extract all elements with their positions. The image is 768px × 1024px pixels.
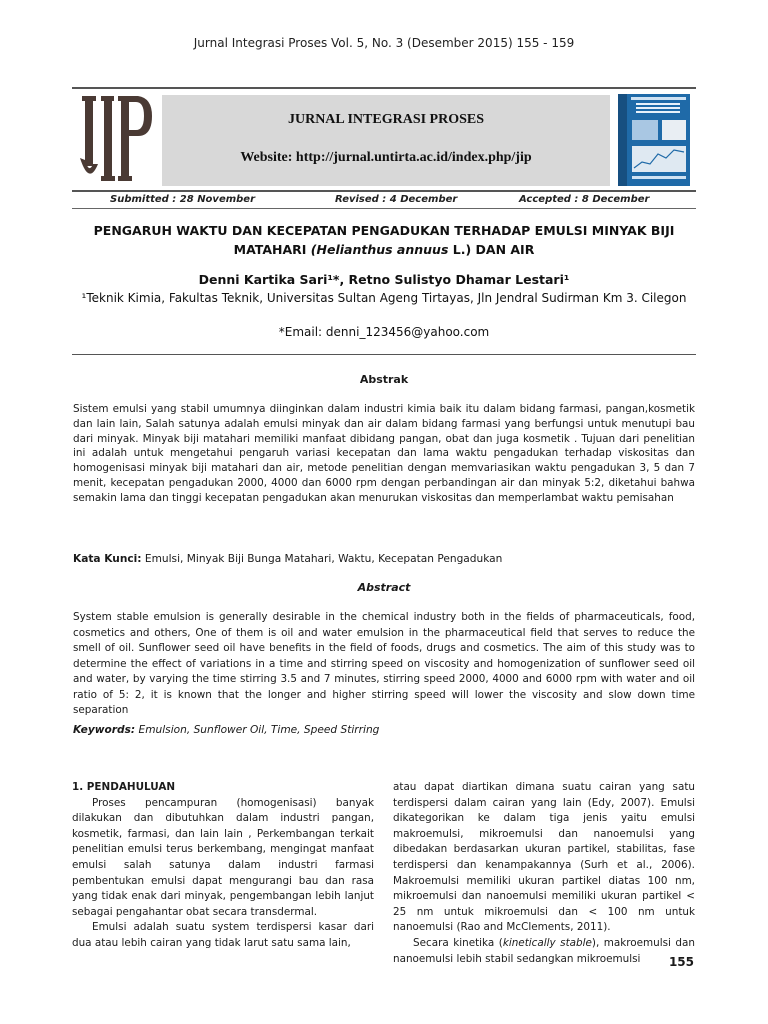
body-column-left xyxy=(72,780,374,952)
author-affiliation: ¹Teknik Kimia, Fakultas Teknik, Universitas Sultan Ageng Tirtayas, Jln Jendral Sudirman Km 3. Cilegon xyxy=(81,291,687,305)
dates-rule-bottom xyxy=(72,208,696,209)
running-head: Jurnal Integrasi Proses Vol. 5, No. 3 (Desember 2015) 155 - 159 xyxy=(193,36,575,50)
keywords-text: Emulsion, Sunflower Oil, Time, Speed Stirring xyxy=(135,724,380,736)
keywords xyxy=(73,724,695,736)
revised-date: Revised : 4 December xyxy=(335,194,458,205)
jip-logo-icon xyxy=(80,94,154,184)
abstract-rule xyxy=(72,354,696,355)
author-list: Denni Kartika Sari¹*, Retno Sulistyo Dhamar Lestari¹ xyxy=(198,272,570,287)
keywords-label: Keywords: xyxy=(73,724,136,736)
abstrak-heading: Abstrak xyxy=(359,373,409,386)
corresponding-email: *Email: denni_123456@yahoo.com xyxy=(278,325,490,339)
body-column-right xyxy=(393,780,695,967)
title-line-1: PENGARUH WAKTU DAN KECEPATAN PENGADUKAN TERHADAP EMULSI MINYAK BIJI xyxy=(93,223,675,238)
journal-website: Website: http://jurnal.untirta.ac.id/index.php/jip xyxy=(240,150,532,165)
accepted-date: Accepted : 8 December xyxy=(519,194,650,205)
article-title xyxy=(72,221,696,259)
jip-logo xyxy=(80,94,154,184)
kata-kunci-text: Emulsi, Minyak Biji Bunga Matahari, Waktu, Kecepatan Pengadukan xyxy=(141,553,503,565)
page-number: 155 xyxy=(668,955,694,969)
abstract-body: System stable emulsion is generally desirable in the chemical industry both in the fields of pharmaceuticals, food, cosmetics and others, One of them is oil and water emulsion in the pharmaceutical field that serves to reduce the smell of oil. Sunflower seed oil have benefits in the field of foods, drugs and cosmetics. The aim of this study was to determine the effect of variations in a time and stirring speed on viscosity and homogenization of sunflower seed oil and water, by varying the time stirring 3.5 and 7 minutes, stirring speed 2000, 4000 and 6000 rpm with water and oil ratio of 5: 2, it is known that the longer and higher stirring speed will lower the viscosity and slow down time separation xyxy=(73,611,695,716)
journal-name: JURNAL INTEGRASI PROSES xyxy=(287,112,485,127)
dates-rule-top xyxy=(72,190,696,192)
paragraph: Proses pencampuran (homogenisasi) banyak dilakukan dan dibutuhkan dalam industri pangan, kosmetik, farmasi, dan lain lain , Perkembangan terkait penelitian emulsi terus berkembang, mengingat manfaat emulsi salah satunya dalam industri farmasi pembentukan emulsi dapat mengurangi bau dan rasa yang tidak enak dari minyak, pengembangan lebih lanjut sebagai pengahantar obat secara transdermal. xyxy=(72,796,374,918)
kata-kunci-label: Kata Kunci: xyxy=(73,553,142,565)
masthead-banner xyxy=(162,95,610,186)
abstract-heading: Abstract xyxy=(357,581,411,594)
journal-cover-image xyxy=(618,94,690,186)
abstrak-body: Sistem emulsi yang stabil umumnya diinginkan dalam industri kimia baik itu dalam bidang farmasi, pangan,kosmetik dan lain lain, Salah satunya adalah emulsi minyak dan air dalam bidang farmasi yang berfungsi untuk menutupi bau dari minyak. Minyak biji matahari memiliki manfaat dibidang pangan, obat dan juga kosmetik . Tujuan dari penelitian ini adalah untuk mengetahui pengaruh variasi kecepatan dan lama waktu pengadukan terhadap viskositas dan homogenisasi minyak biji matahari dan air, metode penelitian dengan memvariasikan waktu pengadukan 3, 5 dan 7 menit, kecepatan pengadukan 2000, 4000 dan 6000 rpm dengan perbandingan air dan minyak 5:2, diketahui bahwa semakin lama dan tinggi kecepatan pengadukan akan menurukan viskositas dan memperlambat waktu pemisahan xyxy=(73,403,695,504)
header-rule xyxy=(72,87,696,89)
section-heading: 1. PENDAHULUAN xyxy=(72,781,176,793)
cover-illustration-icon xyxy=(618,94,690,186)
paragraph: Secara kinetika (kinetically stable), makroemulsi dan nanoemulsi lebih stabil sedangkan mikroemulsi xyxy=(393,936,695,965)
paragraph: atau dapat diartikan dimana suatu cairan yang satu terdispersi dalam cairan yang lain (Edy, 2007). Emulsi dikategorikan ke dalam tiga jenis yaitu emulsi makroemulsi, mikroemulsi dan nanoemulsi yang dibedakan berdasarkan ukuran partikel, stabilitas, fase terdispersi dan kenampakannya (Surh et al., 2006). Makroemulsi memiliki ukuran partikel diatas 100 nm, mikroemulsi dan nanoemulsi memiliki ukuran partikel < 25 nm untuk mikroemulsi dan < 100 nm untuk nanoemulsi (Rao and McClements, 2011). xyxy=(393,781,695,934)
title-line-2: MATAHARI (Helianthus annuus L.) DAN AIR xyxy=(233,242,535,257)
submitted-date: Submitted : 28 November xyxy=(110,194,256,205)
kata-kunci xyxy=(73,553,695,565)
paragraph: Emulsi adalah suatu system terdispersi kasar dari dua atau lebih cairan yang tidak larut satu sama lain, xyxy=(72,921,374,949)
